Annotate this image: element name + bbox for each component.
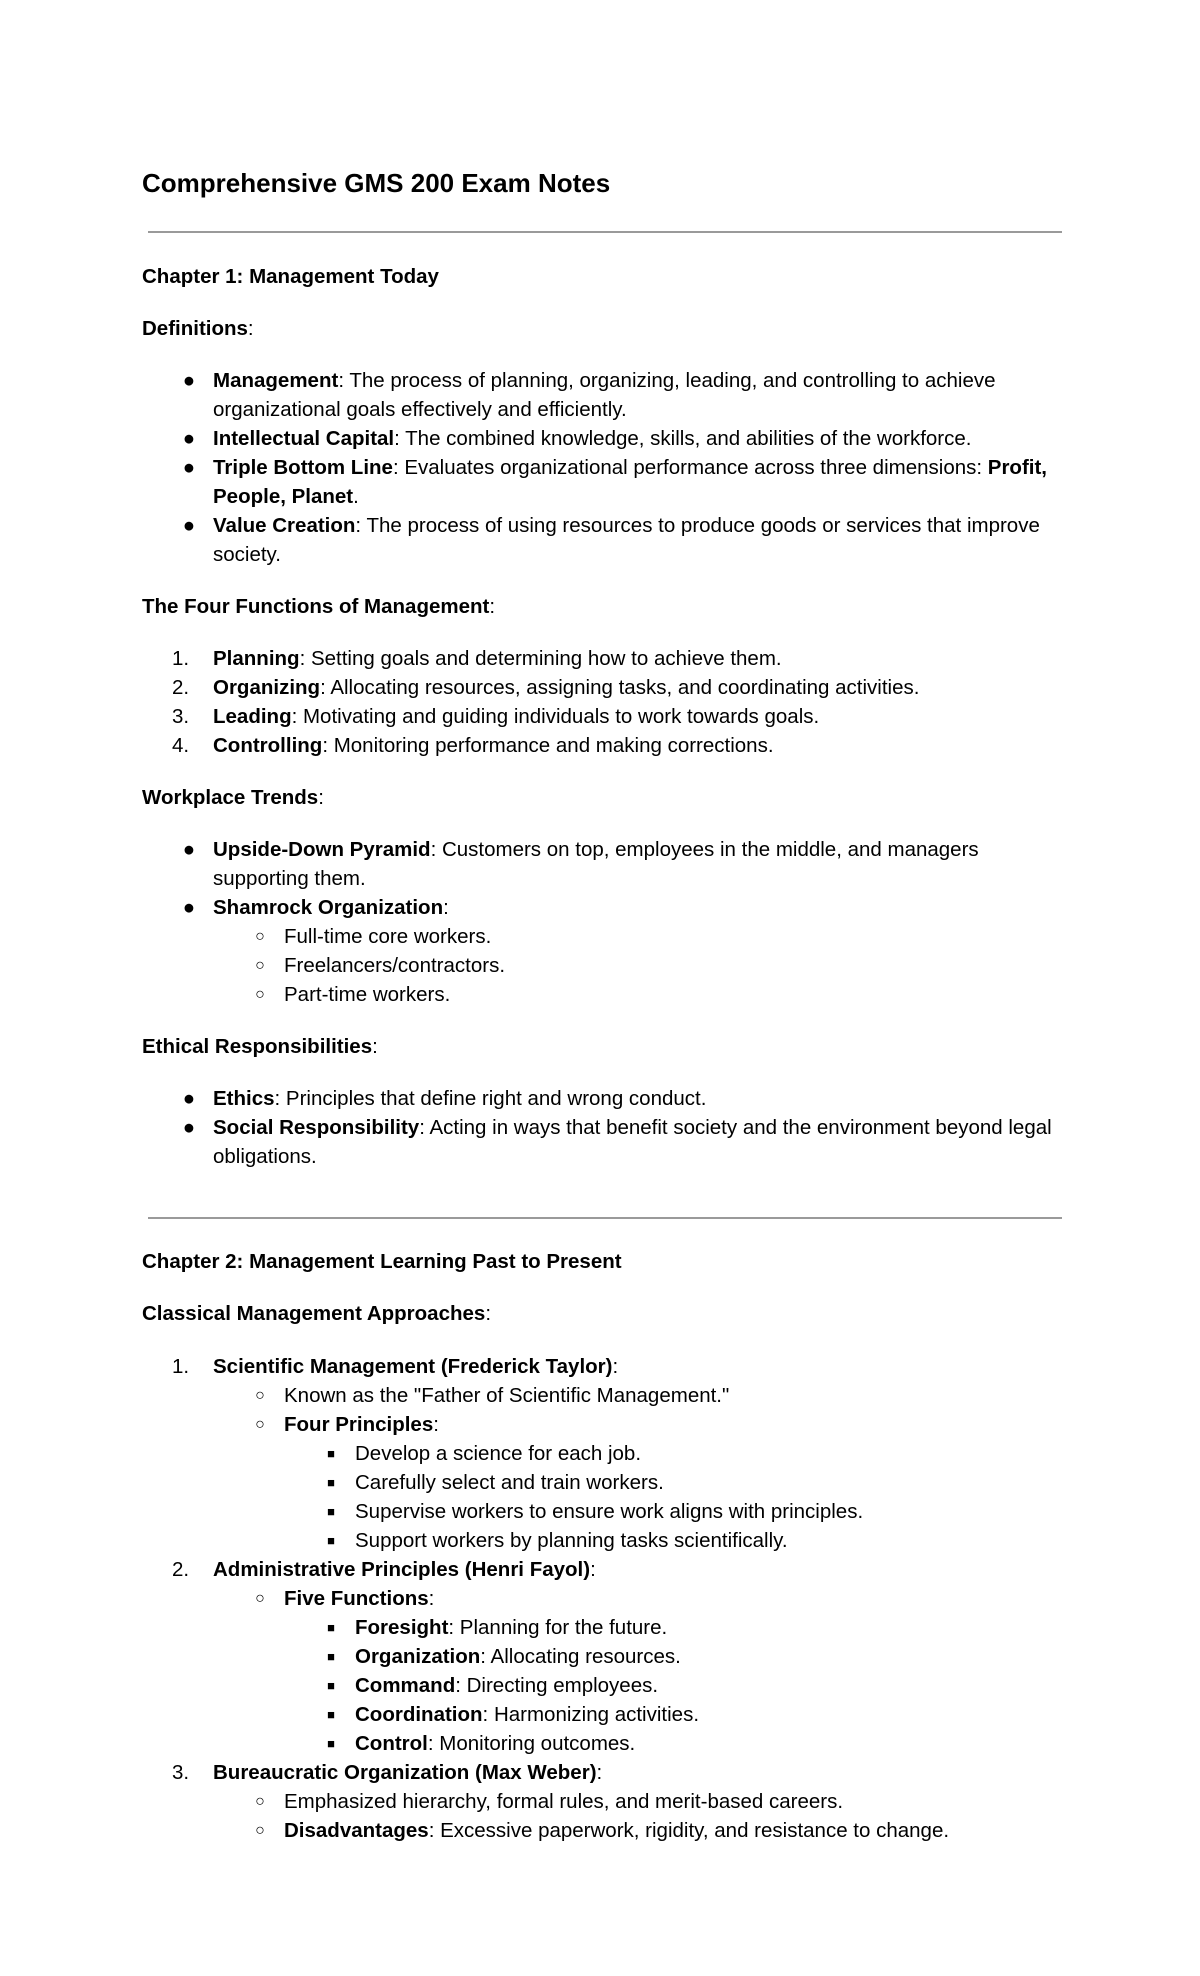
circle-bullet-icon: ○ bbox=[255, 1416, 265, 1433]
list-item: 1. Scientific Management (Frederick Taylor): bbox=[172, 1355, 619, 1378]
definitions-list bbox=[142, 366, 1062, 569]
list-item: 2. Organizing: Allocating resources, assigning tasks, and coordinating activities. bbox=[172, 676, 920, 699]
square-bullet-icon: ■ bbox=[327, 1707, 335, 1722]
list-item: ● Intellectual Capital: The combined knowledge, skills, and abilities of the workforce. bbox=[142, 424, 1062, 453]
list-subitem: ○ Emphasized hierarchy, formal rules, and merit-based careers. bbox=[142, 1787, 1062, 1816]
list-subsubitem: ■ Command: Directing employees. bbox=[142, 1671, 1062, 1700]
list-subsubitem: ■ Carefully select and train workers. bbox=[142, 1468, 1062, 1497]
list-subitem: ○ Freelancers/contractors. bbox=[142, 951, 1062, 980]
bullet-icon: ● bbox=[182, 838, 196, 861]
classical-list bbox=[142, 1352, 1062, 1845]
divider bbox=[148, 231, 1062, 233]
trends-heading: Workplace Trends: bbox=[142, 786, 324, 809]
square-bullet-icon: ■ bbox=[327, 1504, 335, 1519]
chapter-1-heading: Chapter 1: Management Today bbox=[142, 265, 439, 288]
list-subitem: ○ Full-time core workers. bbox=[142, 922, 1062, 951]
list-subsubitem: ■ Support workers by planning tasks scientifically. bbox=[142, 1526, 1062, 1555]
square-bullet-icon: ■ bbox=[327, 1678, 335, 1693]
functions-list bbox=[142, 644, 1062, 760]
list-subsubitem: ■ Organization: Allocating resources. bbox=[142, 1642, 1062, 1671]
list-item: 1. Planning: Setting goals and determining how to achieve them. bbox=[172, 647, 782, 670]
square-bullet-icon: ■ bbox=[327, 1475, 335, 1490]
list-item: ● Upside-Down Pyramid: Customers on top, employees in the middle, and managers supporting them. bbox=[142, 835, 1062, 893]
divider bbox=[148, 1217, 1062, 1219]
list-item: ● Value Creation: The process of using resources to produce goods or services that improve society. bbox=[142, 511, 1062, 569]
bullet-icon: ● bbox=[182, 456, 196, 479]
list-subsubitem: ■ Control: Monitoring outcomes. bbox=[142, 1729, 1062, 1758]
list-subitem: ○ Four Principles: bbox=[142, 1410, 1062, 1439]
list-item: 2. Administrative Principles (Henri Fayol): bbox=[172, 1558, 596, 1581]
list-item: ● Triple Bottom Line: Evaluates organizational performance across three dimensions: Profit, People, Planet. bbox=[142, 453, 1062, 511]
list-subitem: ○ Five Functions: bbox=[142, 1584, 1062, 1613]
circle-bullet-icon: ○ bbox=[255, 957, 265, 974]
ethics-heading: Ethical Responsibilities: bbox=[142, 1035, 378, 1058]
list-item: ● Social Responsibility: Acting in ways that benefit society and the environment beyond legal obligations. bbox=[142, 1113, 1062, 1171]
bullet-icon: ● bbox=[182, 369, 196, 392]
page-title: Comprehensive GMS 200 Exam Notes bbox=[142, 168, 611, 198]
bullet-icon: ● bbox=[182, 1087, 196, 1110]
list-item: ● Shamrock Organization: bbox=[142, 893, 1062, 922]
square-bullet-icon: ■ bbox=[327, 1446, 335, 1461]
trends-list bbox=[142, 835, 1062, 1009]
bullet-icon: ● bbox=[182, 896, 196, 919]
list-subsubitem: ■ Coordination: Harmonizing activities. bbox=[142, 1700, 1062, 1729]
list-item: 3. Leading: Motivating and guiding individuals to work towards goals. bbox=[172, 705, 820, 728]
list-item: 4. Controlling: Monitoring performance and making corrections. bbox=[172, 734, 774, 757]
list-subitem: ○ Disadvantages: Excessive paperwork, rigidity, and resistance to change. bbox=[142, 1816, 1062, 1845]
square-bullet-icon: ■ bbox=[327, 1649, 335, 1664]
definitions-heading: Definitions: bbox=[142, 317, 254, 340]
square-bullet-icon: ■ bbox=[327, 1736, 335, 1751]
list-subsubitem: ■ Foresight: Planning for the future. bbox=[142, 1613, 1062, 1642]
list-item: ● Management: The process of planning, organizing, leading, and controlling to achieve organizational goals effectively and efficiently. bbox=[142, 366, 1062, 424]
bullet-icon: ● bbox=[182, 427, 196, 450]
square-bullet-icon: ■ bbox=[327, 1533, 335, 1548]
bullet-icon: ● bbox=[182, 514, 196, 537]
list-subsubitem: ■ Supervise workers to ensure work aligns with principles. bbox=[142, 1497, 1062, 1526]
list-subitem: ○ Known as the "Father of Scientific Management." bbox=[142, 1381, 1062, 1410]
bullet-icon: ● bbox=[182, 1116, 196, 1139]
circle-bullet-icon: ○ bbox=[255, 986, 265, 1003]
functions-heading: The Four Functions of Management: bbox=[142, 595, 496, 618]
circle-bullet-icon: ○ bbox=[255, 1590, 265, 1607]
classical-heading: Classical Management Approaches: bbox=[142, 1302, 492, 1325]
chapter-2-heading: Chapter 2: Management Learning Past to Present bbox=[142, 1250, 622, 1273]
circle-bullet-icon: ○ bbox=[255, 1822, 265, 1839]
list-item: ● Ethics: Principles that define right and wrong conduct. bbox=[142, 1084, 1062, 1113]
list-item: 3. Bureaucratic Organization (Max Weber): bbox=[172, 1761, 603, 1784]
list-subsubitem: ■ Develop a science for each job. bbox=[142, 1439, 1062, 1468]
square-bullet-icon: ■ bbox=[327, 1620, 335, 1635]
ethics-list bbox=[142, 1084, 1062, 1171]
circle-bullet-icon: ○ bbox=[255, 1793, 265, 1810]
list-subitem: ○ Part-time workers. bbox=[142, 980, 1062, 1009]
circle-bullet-icon: ○ bbox=[255, 1387, 265, 1404]
circle-bullet-icon: ○ bbox=[255, 928, 265, 945]
